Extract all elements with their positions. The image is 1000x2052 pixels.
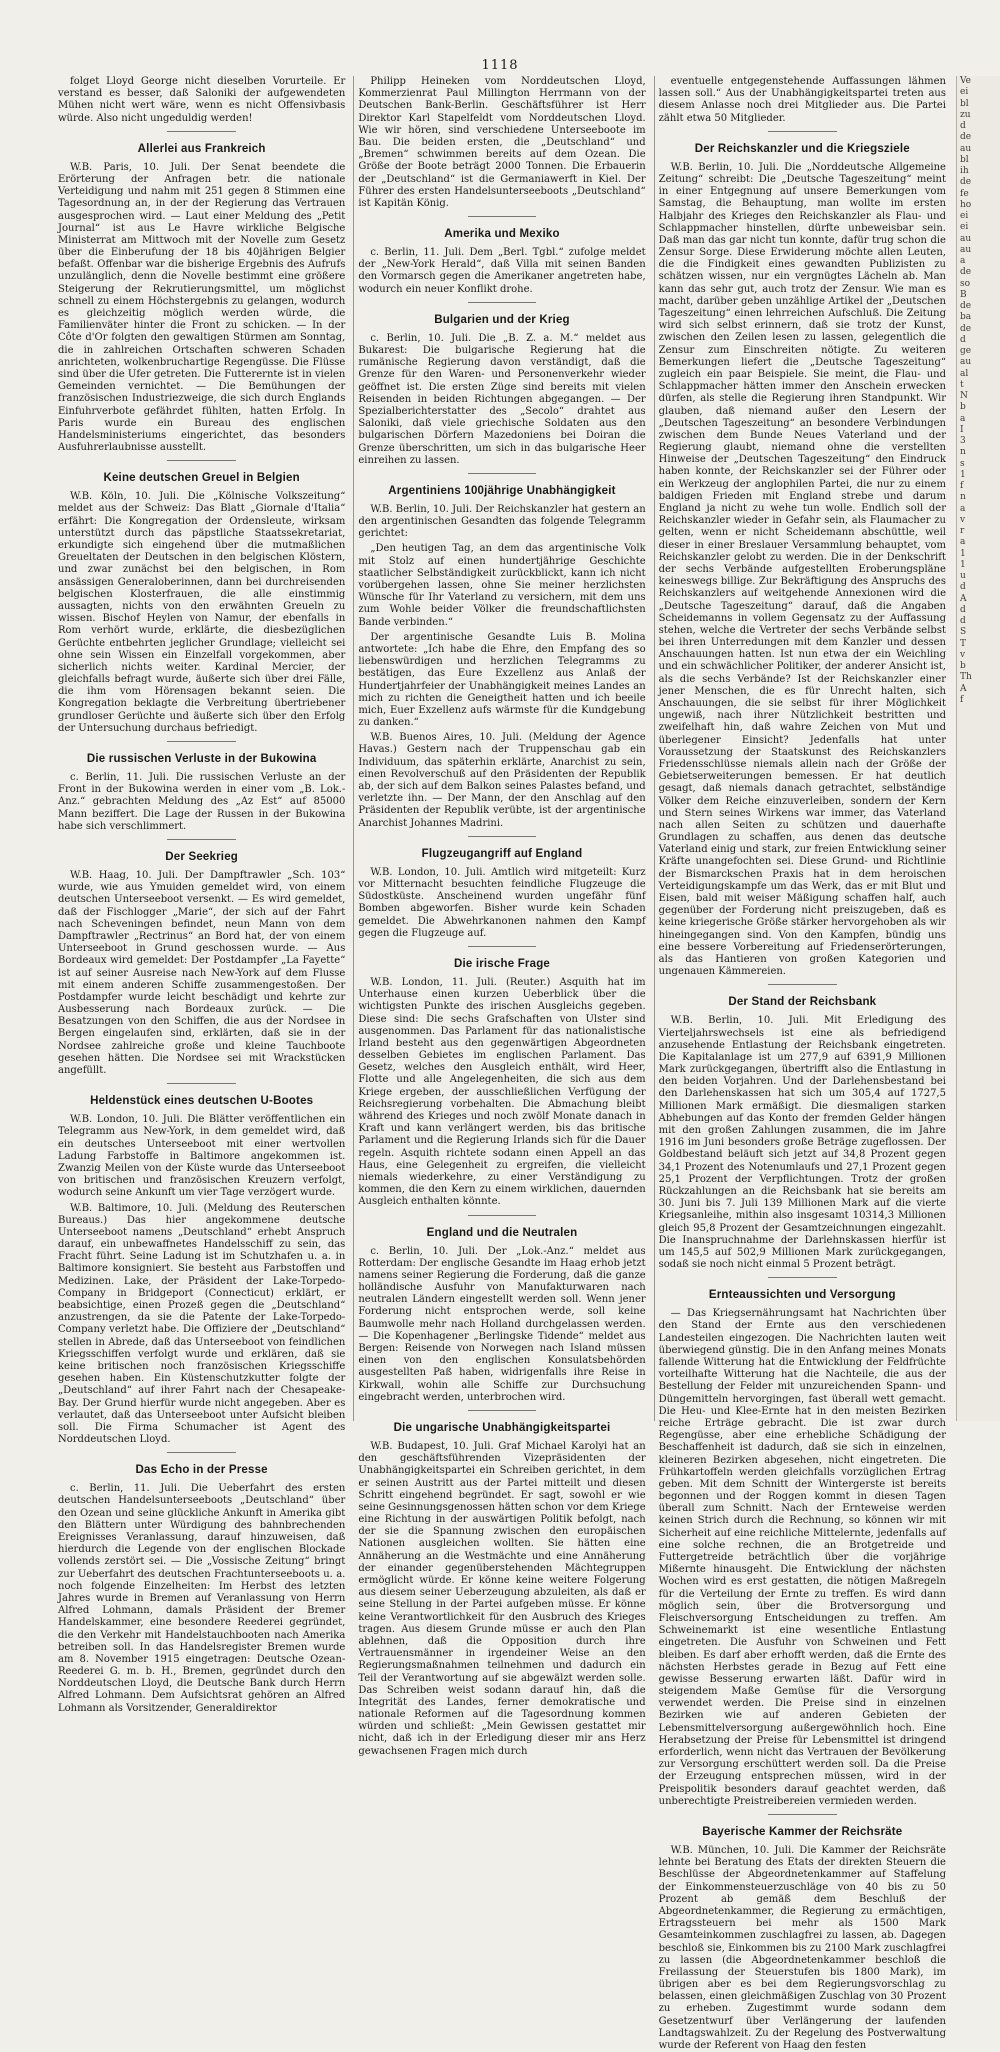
article-paragraph: W.B. Haag, 10. Juli. Der Dampftrawler „Sch. 103“ wurde, wie aus Ymuiden gemeldet wird, von einem deutschen Unterseeboot versenkt. — Es wird gemeldet, daß der Fischlogger „Marie“, der sich auf der Fahrt nach Scheveningen befindet, neun Mann von dem Dampftrawler „Rectrinus“ an Bord hat, der von einem Unterseeboot in Grund geschossen wurde. — Aus Bordeaux wird gemeldet: Der Postdampfer „La Fayette“ ist auf seiner Ausreise nach New-York auf dem Flusse mit einem anderen Schiffe zusammengestoßen. Der Postdampfer wurde leicht beschädigt und kehrte zur Ausbesserung nach Bordeaux zurück. — Die Besatzungen von den Schiffen, die aus der Nordsee in Bergen eingelaufen sind, erklärten, daß sie in der Nordsee zahlreiche große und kleine Tauchboote gesehen hätten. Die Nordsee sei mit Wrackstücken angefüllt.: [58, 870, 346, 1076]
edge-fragment: bl: [960, 98, 969, 109]
article: [358, 227, 645, 296]
article-paragraph: W.B. Köln, 10. Juli. Die „Kölnische Volkszeitung“ meldet aus der Schweiz: Das Blatt „Giornale d'Italia“ erfährt: Die Kongregation der Ordensleute, wirksam unterstützt durch das päpstliche Staatssekretariat, erkundigte sich eingehend über die mutmaßlichen Greueltaten der Deutschen in den belgischen Klöstern, und zwar zunächst bei den belgischen, in Rom ansässigen Generaloberinnen, dann bei durchreisenden belgischen Klosterfrauen, die alle einstimmig aussagten, nichts von den erwähnten Greueln zu wissen. Bischof Heylen von Namur, der ebenfalls in Rom verhört wurde, erklärte, die diesbezüglichen Gerüchte entbehrten jeglicher Grundlage; vielleicht sei ohne sein Wissen ein Einzelfall vorgekommen, aber sicherlich nichts weiter. Kardinal Mercier, der gleichfalls befragt wurde, äußerte sich über drei Fälle, die ihm vom Hörensagen bekannt seien. Die Kongregation beklagte die Verbreitung übertriebener grundloser Gerüchte und äußerte sich über den Erfolg der Untersuchung durchaus befriedigt.: [58, 491, 346, 734]
edge-fragment: Ve: [960, 76, 971, 86]
article-paragraph: Der argentinische Gesandte Luis B. Molina antwortete: „Ich habe die Ehre, den Empfang des so liebenswürdigen und herzlichen Telegramms zu bestätigen, das Eure Exzellenz aus Anlaß der Hundertjahrfeier der Unabhängigkeit meines Landes an mich zu richten die Geneigtheit hatten und ich beeile mich, Euer Exzellenz aufs wärmste für die Kundgebung zu danken.“: [358, 631, 646, 729]
article-paragraph: c. Berlin, 11. Juli. Die Ueberfahrt des ersten deutschen Handelsunterseeboots „Deutschland“ über den Ozean und seine glückliche Ankunft in Amerika gibt den Blättern unter Würdigung des bahnbrechenden Ereignisses Veranlassung, darauf hinzuweisen, daß hierdurch die Legende von der englischen Blockade vollends zerstört sei. — Die „Vossische Zeitung“ bringt zur Ueberfahrt des deutschen Frachtunterseeboots u. a. noch folgende Einzelheiten: Im Herbst des letzten Jahres wurde in Bremen auf Veranlassung von Herrn Alfred Lohmann, damals Präsident der Bremer Handelskammer, eine besondere Reederei gegründet, die den Verkehr mit Handelstauchbooten nach Amerika betreiben soll. In das Handelsregister Bremen wurde am 8. November 1915 eingetragen: Deutsche Ozean-Reederei G. m. b. H., Bremen, gegründet durch den Norddeutschen Lloyd, die Deutsche Bank durch Herrn Alfred Lohmann. Dem Aufsichtsrat gehören an Alfred Lohmann als Vorsitzender, Generaldirektor: [58, 1483, 346, 1714]
article-paragraph: W.B. London, 10. Juli. Amtlich wird mitgeteilt: Kurz vor Mitternacht besuchten feindliche Flugzeuge die Südostküste. Anscheinend wurden ungefähr fünf Bomben abgeworfen. Bisher wurde kein Schaden gemeldet. Die Abwehrkanonen nahmen den Kampf gegen die Flugzeuge auf.: [358, 866, 646, 939]
article: [659, 76, 946, 125]
column-3: [654, 76, 950, 2051]
edge-fragment: I: [960, 424, 964, 435]
article-title: Bayerische Kammer der Reichsräte: [702, 1825, 903, 1838]
edge-fragment: al: [960, 368, 969, 379]
section-divider: [167, 741, 236, 742]
newspaper-columns: [58, 76, 950, 2051]
article: [58, 1094, 345, 1446]
edge-fragment: r: [960, 526, 965, 536]
column-1: [58, 76, 349, 1714]
article: [58, 142, 345, 455]
article-paragraph: — Das Kriegsernährungsamt hat Nachrichten über den Stand der Ernte aus den verschiedenen Landesteilen eingezogen. Die Nachrichten lauten weit überwiegend günstig. Die in den Anfang meines Monats fallende Witterung hat die Entwicklung der Feldfrüchte vorteilhafte Witterung hat die Nachteile, die aus der Bestellung der Felder mit unzureichenden Spann- und Düngemitteln hervorgingen, fast überall wett gemacht. Die Heu- und Klee-Ernte hat in den meisten Bezirken reiche Erträge gebracht. Die ist zwar durch Regengüsse, aber eine erhebliche Schädigung der Beschaffenheit ist dadurch, daß sie sich in einzelnen, kleineren Bezirken abgesehen, nicht eingetreten. Die Frühkartoffeln werden gleichfalls vorzüglichen Ertrag geben. Mit dem Schnitt der Wintergerste ist bereits begonnen und der Roggen kommt in diesen Tagen überall zum Schnitt. Nach der Ernteweise werden keinen Strich durch die Rechnung, so können wir mit Sicherheit auf eine reichliche Mittelernte, jedenfalls auf eine solche rechnen, die an Brotgetreide und Futtergetreide beträchtlich über die vorjährige Mißernte hinausgeht. Die Entwicklung der nächsten Wochen wird es erst gestatten, die nötigen Maßregeln für die Verteilung der Ernte zu treffen. Es wird dann möglich sein, über die Brotversorgung und Fleischversorgung Entscheidungen zu treffen. Am Schweinemarkt ist eine wesentliche Entlastung eingetreten. Die Ausfuhr von Schweinen und Fett bleiben. Es darf aber erhofft werden, daß die Ernte des nächsten Herbstes gerade in Bezug auf Fett eine gewisse Besserung erwarten läßt. Dafür wird in steigendem Maße Gemüse für die Versorgung verwendet werden. Die Preise sind in einzelnen Bezirken wie auf anderen Gebieten der Lebensmittelversorgung außergewöhnlich hoch. Eine Herabsetzung der Preise für Lebensmittel ist dringend erforderlich, wenn nicht das Vertrauen der Bevölkerung zur Versorgung erschüttert werden soll. Da die Preise der Erzeugung entsprechen müssen, wird in der Preispolitik besonders darauf geachtet werden, daß unberechtigte Preistreibereien vermieden werden.: [658, 1308, 946, 1807]
article-paragraph: W.B. Budapest, 10. Juli. Graf Michael Karolyi hat an den geschäftsführenden Vizepräsidenten der Unabhängigkeitspartei ein Schreiben gerichtet, in dem er seinen Austritt aus der Partei mitteilt und diesen Schritt eingehend begründet. Er sagt, sowohl er wie seine Gesinnungsgenossen hätten schon vor dem Kriege eine Richtung in der auswärtigen Politik befolgt, nach der sie die Spannung zwischen den europäischen Nationen ausgleichen wollten. Sie hätten eine Annäherung an die Westmächte und eine Annäherung der einander gegenüberstehenden Mächtegruppen ermöglicht würde. Er könne keine weitere Folgerung aus diesem seiner Ueberzeugung abzuleiten, als daß er seine Stellung in der Partei aufgeben müsse. Er könne keine Verantwortlichkeit für den Ausbruch des Krieges tragen. Aus diesem Grunde müsse er auch den Plan ablehnen, daß die Opposition durch ihre Vertrauensmänner in irgendeiner Weise an den Regierungsmaßnahmen teilnehmen und dadurch ein Teil der Verantwortung auf sie abgewälzt werden solle. Das Schreiben weist sodann darauf hin, daß die Integrität des Landes, ferner demokratische und nationale Reformen auf die Tagesordnung kommen würden und schließt: „Mein Gewissen gestattet mir nicht, daß ich in der Erledigung dieser mir ans Herz gewachsenen Fragen mich durch: [358, 1440, 646, 1757]
article-paragraph: W.B. Buenos Aires, 10. Juli. (Meldung der Agence Havas.) Gestern nach der Truppenschau gab ein Individuum, das späterhin erklärte, Anarchist zu sein, einen Revolverschuß auf den Präsidenten der Republik ab, der sich auf dem Balkon seines Palastes befand, und verletzte ihn. — Der Mann, der den Anschlag auf den Präsidenten der Republik verübte, ist der argentinische Anarchist Johannes Madrini.: [358, 732, 646, 829]
edge-fragment: ei: [960, 211, 969, 221]
article: [659, 142, 946, 979]
edge-fragment: bl: [960, 154, 969, 165]
article-paragraph: eventuelle entgegenstehende Auffassungen lähmen lassen soll.“ Aus der Unabhängigkeitspartei treten aus diesem Anlasse noch drei Mitglieder aus. Die Partei zählt etwa 50 Mitglieder.: [658, 76, 946, 124]
article-title: England und die Neutralen: [426, 1226, 578, 1239]
edge-fragment: ih: [960, 166, 969, 176]
article: [358, 484, 645, 830]
article: [58, 752, 345, 833]
edge-fragment: N: [960, 391, 968, 401]
article-paragraph: folget Lloyd George nicht dieselben Vorurteile. Er verstand es besser, daß Saloniki der aufgewendeten Mühen nicht wert wäre, wenn es nicht Offensivbasis würde. Also nicht ungeduldig werden!: [58, 76, 346, 124]
section-divider: [167, 1452, 236, 1453]
edge-fragment: v: [960, 649, 966, 660]
article-title: Der Stand der Reichsbank: [728, 996, 877, 1009]
section-divider: [468, 1410, 537, 1411]
edge-fragment: t: [960, 379, 964, 390]
article-paragraph: c. Berlin, 11. Juli. Dem „Berl. Tgbl.“ zufolge meldet der „New-York Herald“, daß Villa mit seinen Banden den Vormarsch gegen die Amerikaner angetreten habe, wodurch ein neuer Konflikt drohe.: [358, 247, 646, 295]
page-number: 1118: [481, 58, 519, 73]
edge-fragment: A: [960, 683, 967, 694]
section-divider: [468, 1215, 537, 1216]
edge-fragment: u: [960, 571, 966, 581]
article-paragraph: W.B. Berlin, 10. Juli. Der Reichskanzler hat gestern an den argentinischen Gesandten das folgende Telegramm gerichtet:: [358, 503, 646, 540]
edge-fragment: T: [960, 638, 967, 649]
edge-fragment: de: [960, 267, 972, 278]
article-title: Der Reichskanzler und die Kriegsziele: [694, 142, 910, 155]
edge-fragment: A: [960, 593, 967, 604]
article-title: Heldenstück eines deutschen U-Bootes: [90, 1095, 314, 1108]
edge-fragment: 1: [960, 559, 966, 570]
edge-fragment: de: [960, 323, 972, 334]
edge-fragment: de: [960, 132, 972, 143]
article-title: Keine deutschen Greuel in Belgien: [103, 472, 300, 485]
article-paragraph: W.B. Paris, 10. Juli. Der Senat beendete die Erörterung der Anfragen betr. die nationale Verteidigung und nahm mit 251 gegen 8 Stimmen eine Tagesordnung an, in der der Regierung das Vertrauen ausgesprochen wird. — Laut einer Meldung des „Petit Journal“ ist aus Le Havre wirkliche Belgische Ministerrat am Mittwoch mit der Novelle zum Gesetz über die Einberufung der 18 bis 40jährigen Belgier befaßt. Offenbar war die bisherige Ergebnis des Aufrufs unzulänglich, denn die Novelle bestimmt eine größere Steigerung der Rekrutierungsmittel, um möglichst schnell zu einem Höchstergebnis zu gelangen, wodurch es gleichzeitig möglich werden würde, die Familienväter hinter die Front zu schicken. — In der Côte d'Or folgten den gewaltigen Stürmen am Sonntag, die in zahlreichen Ortschaften schweren Schaden anrichteten, wolkenbruchartige Regengüsse. Die Flüsse sind über die Ufer getreten. Die Futterernte ist in vielen Gemeinden vernichtet. — Die Bemühungen der französischen Industriezweige, die sich durch Englands Einfuhrverbote gefährdet fühlten, hatten Erfolg. In Paris wurde ein Bureau des englischen Handelsministeriums eingerichtet, das besonders Ausfuhrerlaubnisse ausstellt.: [58, 161, 346, 454]
article: [358, 1421, 645, 1758]
edge-fragment: ge: [960, 346, 972, 356]
edge-fragment: a: [960, 503, 966, 514]
edge-fragment: ba: [960, 312, 972, 323]
edge-fragment: zu: [960, 109, 971, 120]
edge-fragment: de: [960, 301, 972, 311]
section-divider: [768, 131, 837, 132]
edge-fragment: ei: [960, 222, 969, 233]
edge-fragment: a: [960, 413, 966, 424]
article-paragraph: c. Berlin, 11. Juli. Die russischen Verluste an der Front in der Bukowina werden in einer vom „B. Lok.-Anz.“ gebrachten Meldung des „Az Est“ auf 85000 Mann beziffert. Die Lage der Russen in der Bukowina habe sich verschlimmert.: [58, 772, 346, 832]
article-paragraph: W.B. Baltimore, 10. Juli. (Meldung des Reuterschen Bureaus.) Das hier angekommene deutsche Unterseeboot namens „Deutschland“ erhebt Anspruch darauf, ein unbewaffnetes Handelsschiff zu sein, das Fracht führt. Seine Ladung ist im Schutzhafen u. a. in Baltimore konsigniert. Sie besteht aus Farbstoffen und Medizinen. Lake, der Präsident der Lake-Torpedo-Company in Bridgeport (Connecticut) erklärt, er beabsichtige, einen Prozeß gegen die „Deutschland“ anzustrengen, da sie die Patente der Lake-Torpedo-Company verletzt habe. Die Offiziere der „Deutschland“ stellen in Abrede, daß das Unterseeboot von feindlichen Kriegsschiffen verfolgt wurde und erklären, daß sie keine britischen noch französischen Kriegsschiffe gesehen haben. Ein Küstenschutzkutter folgte der „Deutschland“ auf ihrer Fahrt nach der Chesapeake-Bay. Der Grund hierfür wurde nicht angegeben. Aber es verlautet, daß das Unterseeboot unter Aufsicht bleiben soll. Die Firma Schumacher ist Agent des Norddeutschen Lloyd.: [58, 1202, 346, 1446]
edge-fragment: ei: [960, 87, 969, 98]
edge-fragment: d: [960, 582, 966, 593]
edge-fragment: n: [960, 492, 966, 503]
section-divider: [468, 946, 537, 947]
edge-fragment: v: [960, 514, 966, 525]
article: [659, 1825, 946, 2052]
article-title: Der Seekrieg: [165, 850, 239, 863]
edge-fragment: 3: [960, 436, 966, 446]
article: [358, 847, 645, 940]
section-divider: [167, 460, 236, 461]
edge-fragment: au: [960, 244, 972, 255]
article-title: Die ungarische Unabhängigkeitspartei: [393, 1421, 611, 1434]
edge-fragment: 1: [960, 469, 966, 480]
section-divider: [167, 839, 236, 840]
edge-fragment: d: [960, 616, 966, 626]
article: [358, 1226, 645, 1404]
edge-fragment: b: [960, 661, 966, 671]
article-paragraph: W.B. London, 10. Juli. Die Blätter veröffentlichen ein Telegramm aus New-York, in dem gemeldet wird, daß ein deutsches Unterseeboot mit einer wertvollen Ladung Farbstoffe in Baltimore angekommen ist. Zwanzig Meilen von der Küste wurde das Unterseeboot von britischen und französischen Kreuzern verfolgt, wodurch seine Ankunft um vier Tage verzögert wurde.: [58, 1114, 346, 1199]
article: [358, 957, 645, 1209]
section-divider: [768, 1814, 837, 1815]
article: [358, 76, 645, 210]
section-divider: [768, 1277, 837, 1278]
article-paragraph: „Den heutigen Tag, an dem das argentinische Volk mit Stolz auf einen hundertjährige Geschichte staatlicher Selbständigkeit zurückblickt, kann ich nicht vorübergehen lassen, ohne Sie meiner herzlichsten Wünsche für Ihr Vaterland zu versichern, mit dem uns zum Wohle beider Völker die freundschaftlichsten Bande verbinden.“: [358, 543, 646, 628]
article-paragraph: c. Berlin, 10. Juli. Die „B. Z. a. M.“ meldet aus Bukarest: Die bulgarische Regierung hat die rumänische Regierung davon verständigt, daß die Grenze für den Waren- und Personenverkehr wieder geöffnet ist. Die ersten Züge sind bereits mit vielen Reisenden in beiden Richtungen abgegangen. — Der Spezialberichterstatter des „Secolo“ drahtet aus Saloniki, daß viele griechische Soldaten aus den bulgarischen Dörfern Mazedoniens bei Doiran die Grenze überschritten, um sich in das bulgarische Heer einreihen zu lassen.: [358, 332, 646, 466]
edge-fragment: B: [960, 289, 967, 300]
article-paragraph: c. Berlin, 10. Juli. Der „Lok.-Anz.“ meldet aus Rotterdam: Der englische Gesandte im Haag erhob jetzt namens seiner Regierung die Forderung, daß die ganze holländische Ausfuhr von Manufakturwaren nach neutralen Ländern eingestellt werden soll. Wenn jener Forderung nicht entsprochen werde, soll keine Baumwolle mehr nach Holland durchgelassen werden. — Die Kopenhagener „Berlingske Tidende“ meldet aus Bergen: Reisende von Norwegen nach Island müssen einen von den englischen Konsulatsbehörden ausgestellten Paß haben, widrigenfalls ihre Reise in Kirkwall, wohin alle Schiffe zur Durchsuchung eingebracht werden, unterbrochen wird.: [358, 1245, 646, 1403]
edge-fragment: a: [960, 256, 966, 266]
edge-fragment: d: [960, 334, 966, 345]
article-title: Das Echo in der Presse: [135, 1464, 268, 1477]
edge-fragment: d: [960, 604, 966, 615]
article: [58, 850, 345, 1077]
edge-fragment: so: [960, 278, 971, 289]
edge-fragment: 1: [960, 548, 966, 559]
article: [58, 76, 345, 125]
section-divider: [768, 984, 837, 985]
edge-fragment: de: [960, 177, 972, 188]
section-divider: [468, 216, 537, 217]
column-2: [353, 76, 649, 1757]
edge-fragment: f: [960, 481, 964, 491]
adjacent-page-edge: [956, 76, 1000, 1421]
edge-fragment: a: [960, 537, 966, 548]
article-title: Amerika und Mexiko: [444, 228, 560, 241]
article: [358, 313, 645, 467]
article-paragraph: W.B. London, 11. Juli. (Reuter.) Asquith hat im Unterhause einen kurzen Ueberblick über die wichtigsten Punkte des irischen Ausgleichs gegeben. Diese sind: Die sechs Grafschaften von Ulster sind ausgenommen. Das Parlament für das nationalistische Irland besteht aus den gegenwärtigen Abgeordneten desselben Gebietes im englischen Parlament. Das Gesetz, welches den Ausgleich enthält, wird Heer, Flotte und alle Angelegenheiten, die sich aus dem Kriege ergeben, der ausschließlichen Verfügung der Reichsregierung vorbehalten. Die Abmachung bleibt während des Krieges und noch zwölf Monate danach in Kraft und kann verlängert werden, bis das britische Parlament und die Regierung Irlands sich für die Dauer regeln. Asquith richtete sodann einen Appell an das Haus, eine Gelegenheit zu ergreifen, die vielleicht niemals wiederkehre, zu einer Verständigung zu kommen, die den Kern zu einem wirklichen, dauernden Ausgleich enthalten könnte.: [358, 976, 646, 1208]
edge-fragment: ho: [960, 199, 972, 210]
article-title: Argentiniens 100jährige Unabhängigkeit: [388, 484, 616, 497]
edge-fragment: d: [960, 121, 966, 131]
edge-fragment: s: [960, 458, 965, 469]
article-paragraph: W.B. Berlin, 10. Juli. Die „Norddeutsche Allgemeine Zeitung“ schreibt: Die „Deutsche Tageszeitung“ meint in einer Entgegnung auf unsere Bemerkungen vom Samstag, die Behauptung, man wollte im ersten Halbjahr des Krieges den Reichskanzler als Flau- und Schlappmacher hinstellen, dürfte unbeweisbar sein. Daß man das gar nicht tun konnte, dafür trug schon die Zensur Sorge. Diese Erwiderung möchte allen Leuten, die die Findigkeit eines gewandten Publizisten zu schätzen wissen, nur ein vergnügtes Lächeln ab. Man kann das sehr gut, auch trotz der Zensur. Wie man es macht, darüber geben unzählige Artikel der „Deutschen Tageszeitung“ einen lehrreichen Aufschluß. Die Zeitung wird sich selbst erinnern, daß sie trotz der Kunst, zwischen den Zeilen lesen zu lassen, gelegentlich die Zensur zum Einschreiten nötigte. Zu weiteren Bemerkungen liefert die „Deutsche Tageszeitung“ zugleich ein paar Beispiele. Sie meint, die Flau- und Schlappmacher hätten immer den Anschein erwecken dürfen, als stelle die Regierung ihren Standpunkt. Wir glauben, daß niemand außer den Lesern der „Deutschen Tageszeitung“ an besondere Verbindungen zwischen dem Bunde Neues Vaterland und der Regierung glaubt, niemand ohne die verstellten Hinweise der „Deutschen Tageszeitung“ den Eindruck haben konnte, der Reichskanzler sei der Führer oder ein Werkzeug der anglophilen Partei, die nur zu einem baldigen Frieden mit England strebe und darum England ja nicht zu wehe tun wolle. Endlich soll der Reichskanzler wieder in Gefahr sein, als Flaumacher zu gelten, wenn er nicht Scheidemann abschüttle, weil dieser in einer Breslauer Versammlung behauptet, vom Reichskanzler gelobt zu werden. Die in der Denkschrift der sechs Verbände aufgestellten Eroberungspläne keineswegs billige. Zur Bekräftigung des Anspruchs des Reichskanzlers auf weitgehende Annexionen wird die „Deutsche Tageszeitung“ darauf, daß die Angaben Scheidemanns in vollem Gegensatz zu der Auffassung stehen, welche die Vertreter der sechs Verbände selbst bei ihren Unterredungen mit dem Kanzler und dessen Anschauungen hatten. Ist nun etwa der ein Weichling und ein schwächlicher Politiker, der anderer Ansicht ist, als die sechs Verbände? Ist der Reichskanzler einer jener Menschen, die es für Unrecht halten, sich Anschauungen, die sie selbst für ihrer Möglichkeit ungewiß, nach ihrer Nützlichkeit bestritten und zweifelhaft hin, daß wahre Zeichen von Mut und überlegener Einsicht? Jedenfalls hat unter Voraussetzung der Staatskunst des Reichskanzlers Friedensschlüsse niemals allein nach der Größe der Gebietserweiterungen bemessen. Er hat deutlich gesagt, daß niemals danach getrachtet, selbständige Völker dem Reiche einzuverleiben, sondern der Kern und Stern seines Wirkens war immer, das Vaterland nach allen Seiten zu schützen und dauerhafte Grundlagen zu schaffen, aus denen das deutsche Vaterland einig und stark, zur freien Entwicklung seiner Kräfte unangefochten sei. Diese Grund- und Richtlinie der Bismarckschen Praxis hat in dem heroischen Verteidigungskampfe um das Werk, das er mit Blut und Eisen, bald mit weiser Mäßigung schaffen half, auch gegenüber der Forderung nicht preiszugeben, daß es keine kriegerische Größe stärker hervorgehoben als wir hineingegangen sind. Von den Kampfen, bündig uns eine bessere Vorbereitung auf Friedenserörterungen, als das Hantieren von großen Kategorien und ungenauen Kämmereien.: [658, 161, 946, 978]
edge-fragment: Th: [960, 672, 972, 683]
section-divider: [468, 473, 537, 474]
article-paragraph: W.B. Berlin, 10. Juli. Mit Erledigung des Vierteljahrswechsels ist eine als befriedigend anzusehende Entlastung der Reichsbank eingetreten. Die Kapitalanlage ist um 277,9 auf 6391,9 Millionen Mark zurückgegangen, übertrifft also die Entlastung in den beiden Vorjahren. Und der Darlehensbestand bei den Darlehenskassen hat sich um 305,4 auf 1727,5 Millionen Mark ermäßigt. Die diesmaligen starken Abhebungen auf das Konto der fremden Gelder hängen mit den großen Zahlungen zusammen, die im Jahre 1916 im Juni besonders große Beträge zugeflossen. Der Goldbestand beläuft sich jetzt auf 34,8 Prozent gegen 34,1 Prozent des Notenumlaufs und 27,1 Prozent gegen 25,1 Prozent der Verpflichtungen. Trotz der großen Rückzahlungen an die Reichsbank hat sie bereits am 30. Juni bis 7. Juli 139 Millionen Mark auf die vierte Kriegsanleihe, mithin also insgesamt 10314,3 Millionen gleich 95,8 Prozent der Gesamtzeichnungen eingezahlt. Die Inanspruchnahme der Darlehnskassen hierfür ist um 145,5 auf 502,9 Millionen Mark zurückgegangen, sodaß sie noch nicht einmal 5 Prozent beträgt.: [658, 1015, 946, 1271]
article: [659, 1288, 946, 1808]
article-title: Ernteaussichten und Versorgung: [708, 1289, 896, 1302]
edge-fragment: b: [960, 402, 966, 413]
article-title: Die russischen Verluste in der Bukowina: [86, 753, 317, 766]
section-divider: [167, 131, 236, 132]
edge-fragment: au: [960, 233, 972, 244]
article: [58, 1463, 345, 1715]
article-title: Allerlei aus Frankreich: [137, 142, 266, 155]
section-divider: [468, 302, 537, 303]
article-title: Flugzeugangriff auf England: [421, 847, 583, 860]
article-paragraph: W.B. München, 10. Juli. Die Kammer der Reichsräte lehnte bei Beratung des Etats der direkten Steuern die Beschlüsse der Abgeordnetenkammer auf Staffelung der Einkommensteuerzuschläge von 40 bis zu 50 Prozent ab gemäß dem Beschluß der Abgeordnetenkammer, die Regierung zu ermächtigen, Ertragssteuern bei mehr als 1500 Mark Gesamteinkommen zuschlagfrei zu lassen, ab. Dagegen beschloß sie, Einkommen bis zu 2100 Mark zuschlagfrei zu lassen (die Abgeordnetenkammer beschloß die Freilassung der Steuerstufen bis 1800 Mark), im übrigen aber es bei dem Regierungsvorschlag zu belassen, einen gleichmäßigen Zuschlag von 30 Prozent zu erheben. Zugestimmt wurde sodann dem Gesetzentwurf über Verlängerung der laufenden Landtagswahlzeit. Zu der Regelung des Postverwaltung wurde der Referent von Haag den festen: [658, 1845, 946, 2051]
article: [659, 995, 946, 1271]
article-title: Die irische Frage: [453, 957, 551, 970]
edge-fragment: au: [960, 143, 972, 154]
article-paragraph: Philipp Heineken vom Norddeutschen Lloyd, Kommerzienrat Paul Millington Herrmann von der Deutschen Bank-Berlin. Geschäftsführer ist Herr Direktor Karl Stapelfeldt vom Norddeutschen Lloyd. Wie wir hören, sind verschiedene Unterseeboote im Bau. Die beiden ersten, die „Deutschland“ und „Bremen“ schwimmen bereits auf dem Ozean. Die Größe der Boote beträgt 2000 Tonnen. Die Erbauerin der „Deutschland“ ist die Germaniawerft in Kiel. Der Führer des ersten Handelsunterseeboots „Deutschland“ ist Kapitän König.: [358, 76, 646, 209]
edge-fragment: fe: [960, 188, 969, 199]
edge-fragment: n: [960, 447, 966, 458]
section-divider: [167, 1083, 236, 1084]
article: [58, 471, 345, 735]
section-divider: [468, 836, 537, 837]
edge-fragment: S: [960, 627, 967, 638]
edge-fragment: au: [960, 357, 972, 368]
article-title: Bulgarien und der Krieg: [434, 313, 570, 326]
edge-fragment: f: [960, 694, 964, 705]
